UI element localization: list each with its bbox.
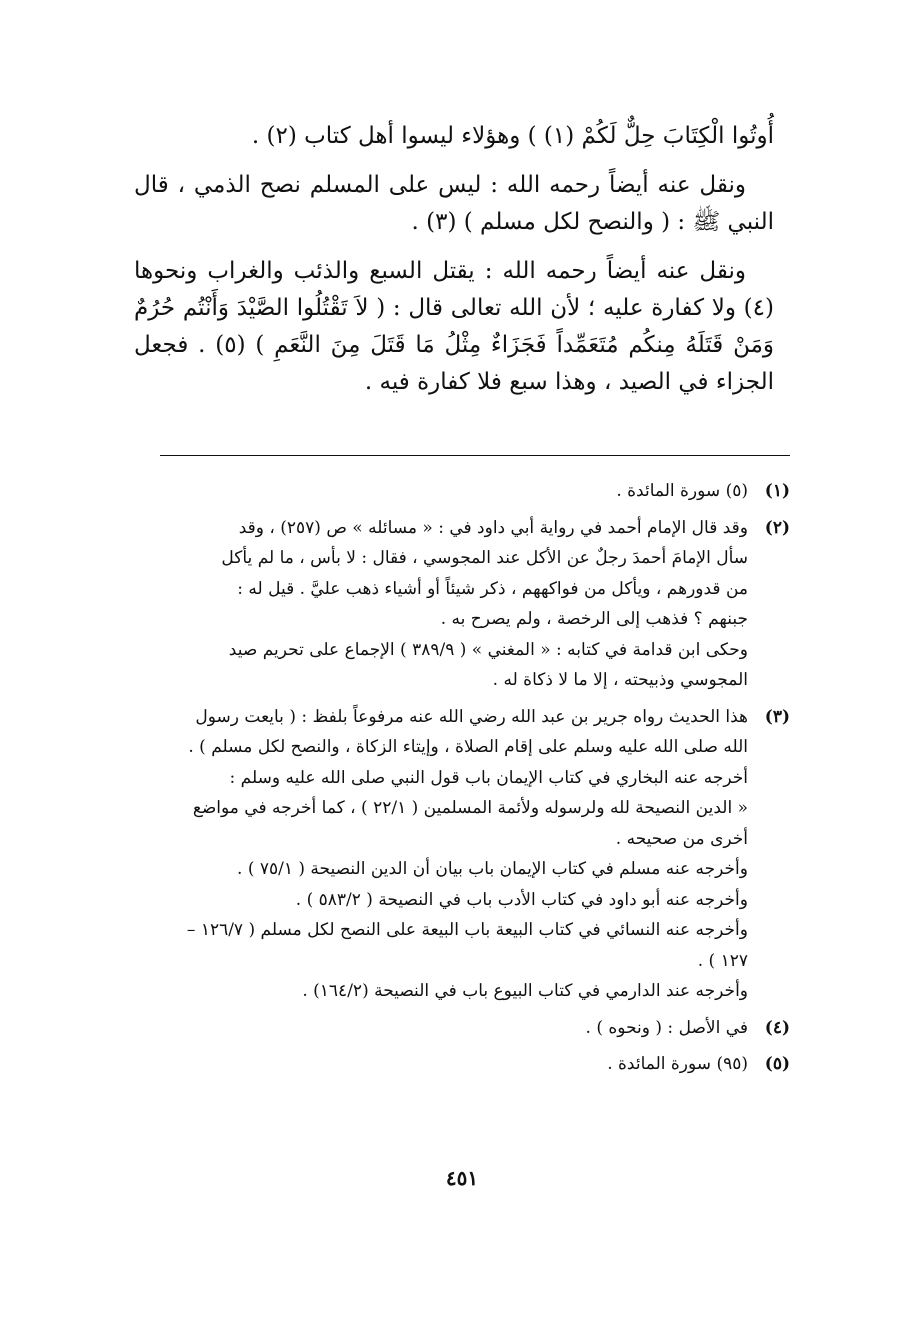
footnote-line: « الدين النصيحة لله ولرسوله ولأئمة المسلمين ( ٢٢/١ ) ، كما أخرجه في مواضع	[192, 798, 748, 818]
paragraph-quran-continuation: أُوتُوا الْكِتَابَ حِلٌّ لَكُمْ (١) ) وهؤلاء ليسوا أهل كتاب (٢) .	[251, 123, 774, 149]
footnote-line: من قدورهم ، ويأكل من فواكههم ، ذكر شيئاً أو أشياء ذهب عليَّ . قيل له :	[237, 578, 748, 599]
footnote-text	[134, 513, 748, 696]
footnote-line: وأخرجه عنه النسائي في كتاب البيعة باب البيعة على النصح لكل مسلم ( ١٢٦/٧ –	[186, 920, 748, 940]
footnote-2	[134, 513, 790, 696]
footnote-number: (٤)	[764, 1017, 790, 1038]
footnote-line: المجوسي وذبيحته ، إلا ما لا ذكاة له .	[492, 670, 748, 690]
footnote-4	[134, 1013, 790, 1044]
footnote-line: سأل الإمامَ أحمدَ رجلٌ عن الأكل عند المجوسي ، فقال : لا بأس ، ما لم يأكل	[221, 548, 748, 568]
footnote-line: (٥) سورة المائدة .	[616, 481, 748, 501]
footnote-line: (٩٥) سورة المائدة .	[607, 1054, 748, 1074]
footnote-separator	[160, 455, 790, 456]
footnote-3	[134, 702, 790, 1007]
page-number: ٤٥١	[445, 1166, 479, 1190]
footnote-text	[134, 1013, 748, 1044]
footnote-text	[134, 702, 748, 1007]
footnote-line: وأخرجه عند الدارمي في كتاب البيوع باب في النصيحة (١٦٤/٢) .	[302, 981, 748, 1001]
footnote-number: (٥)	[764, 1054, 790, 1074]
footnote-number: (٣)	[764, 706, 790, 727]
footnote-line: في الأصل : ( ونحوه ) .	[585, 1017, 748, 1038]
footnote-line: أخرجه عنه البخاري في كتاب الإيمان باب قول النبي صلى الله عليه وسلم :	[229, 767, 748, 788]
footnote-number: (١)	[764, 481, 790, 501]
footnote-line: جبنهم ؟ فذهب إلى الرخصة ، ولم يصرح به .	[440, 609, 748, 629]
footnote-line: وأخرجه عنه مسلم في كتاب الإيمان باب بيان أن الدين النصيحة ( ٧٥/١ ) .	[237, 859, 748, 879]
footnote-text	[134, 1049, 748, 1080]
footnote-1	[134, 476, 790, 507]
footnote-line: وقد قال الإمام أحمد في رواية أبي داود في : « مسائله » ص (٢٥٧) ، وقد	[238, 517, 748, 538]
footnotes	[134, 476, 790, 1086]
footnote-line: وحكى ابن قدامة في كتابه : « المغني » ( ٣٨٩/٩ ) الإجماع على تحريم صيد	[228, 639, 748, 660]
footnote-line: ١٢٧ ) .	[697, 950, 748, 971]
footnote-line: وأخرجه عنه أبو داود في كتاب الأدب باب في النصيحة ( ٥٨٣/٢ ) .	[295, 889, 748, 910]
footnote-line: هذا الحديث رواه جرير بن عبد الله رضي الله عنه مرفوعاً بلفظ : ( بايعت رسول	[195, 706, 748, 727]
main-text	[134, 118, 774, 413]
paragraph-dhimmi-advice: ونقل عنه أيضاً رحمه الله : ليس على المسلم نصح الذمي ، قال النبي ﷺ : ( والنصح لكل مسلم ) (٣) .	[134, 172, 774, 235]
paragraph-killing-predators: ونقل عنه أيضاً رحمه الله : يقتل السبع والذئب والغراب ونحوها (٤) ولا كفارة عليه ؛ لأن الله تعالى قال : ( لاَ تَقْتُلُوا الصَّيْدَ وَأَنْتُم حُرُمٌ وَمَنْ قَتَلَهُ مِنكُم مُتَعَمِّداً فَجَزَاءٌ مِثْلُ مَا قَتَلَ مِنَ النَّعَمِ ) (٥) . فجعل الجزاء في الصيد ، وهذا سبع فلا كفارة فيه .	[134, 258, 775, 395]
footnote-line: الله صلى الله عليه وسلم على إقام الصلاة ، وإيتاء الزكاة ، والنصح لكل مسلم ) .	[188, 737, 748, 757]
footnote-line: أخرى من صحيحه .	[615, 828, 748, 849]
footnote-number: (٢)	[764, 517, 790, 538]
footnote-5	[134, 1049, 790, 1080]
footnote-text	[134, 476, 748, 507]
